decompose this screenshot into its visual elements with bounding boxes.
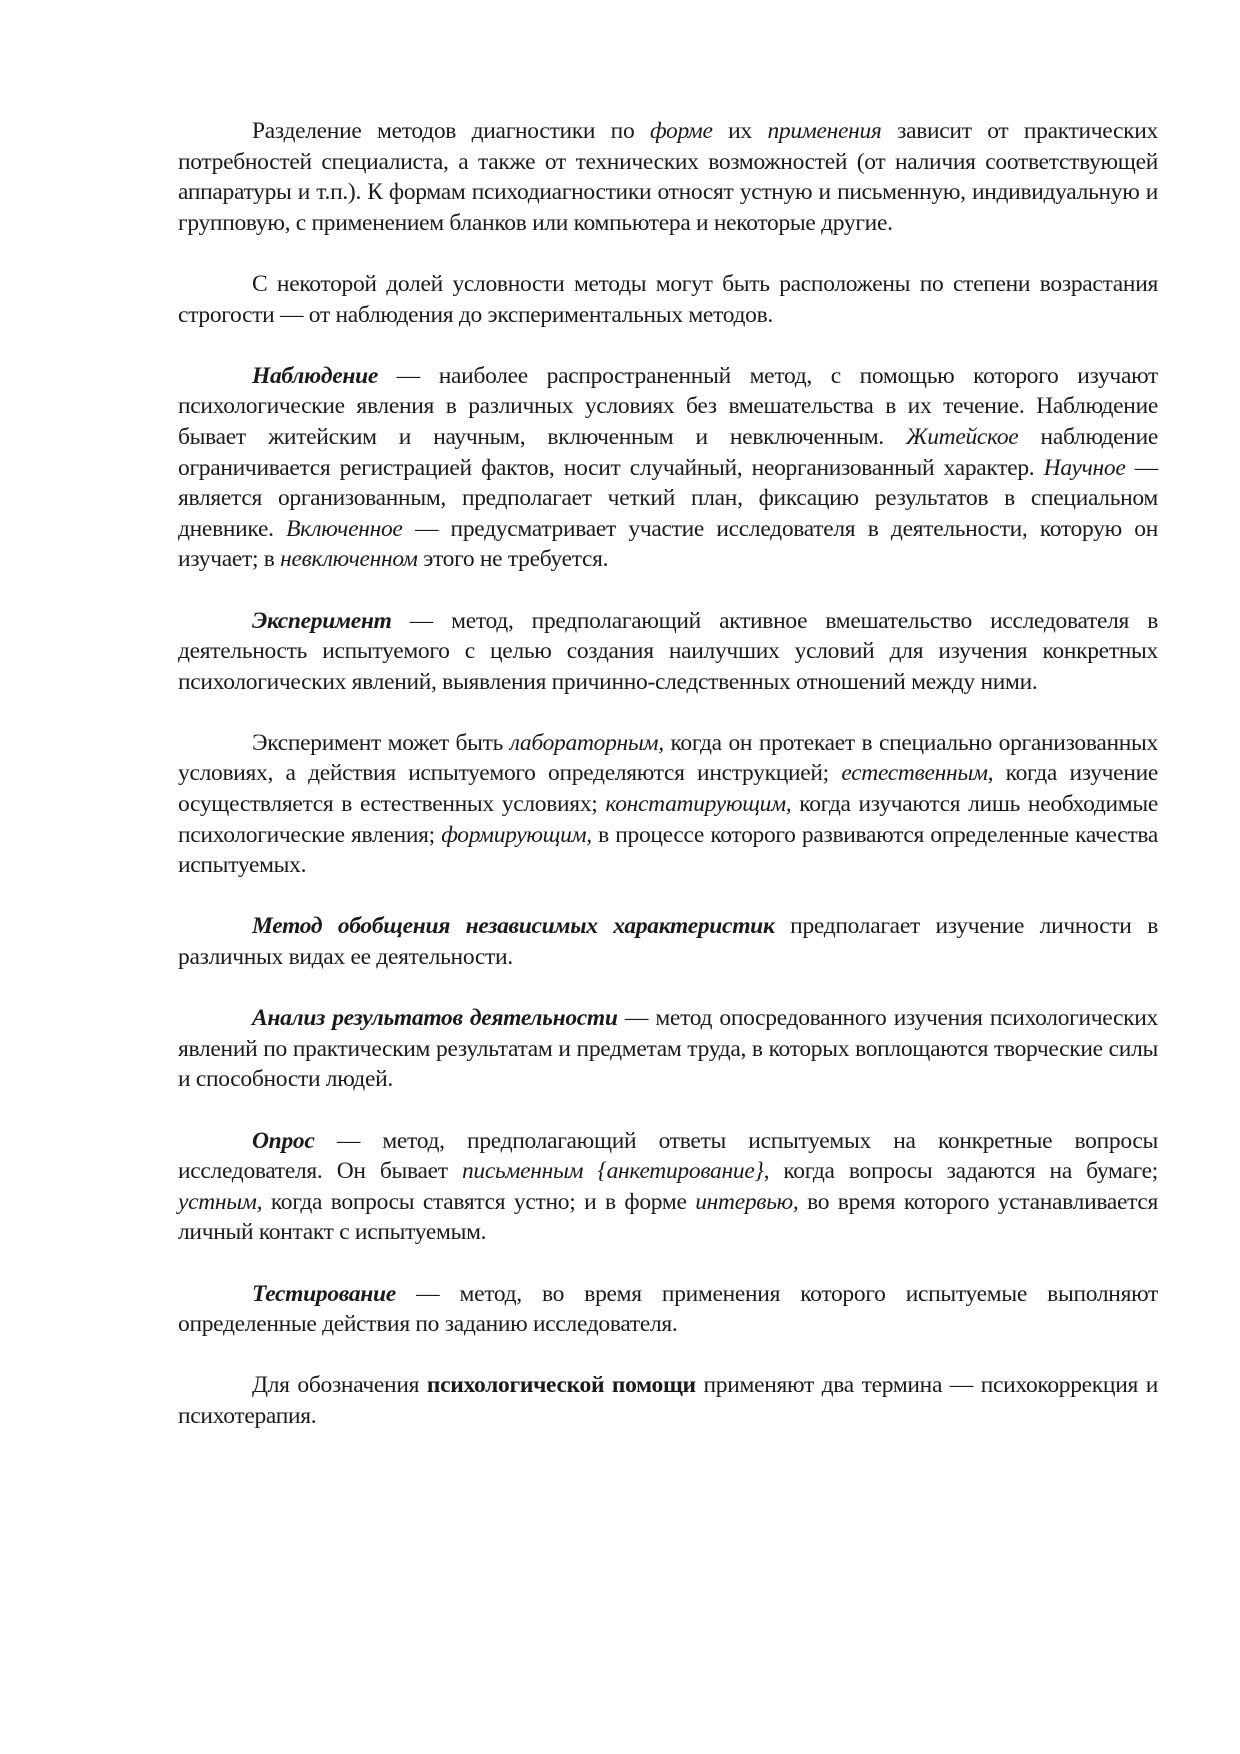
term-psych-help: психологической помощи	[426, 1372, 696, 1399]
paragraph-forms: Разделение методов диагностики по форме их применения зависит от практических потребностей специалиста, а также от технических возможностей (от наличия соответствующей аппаратуры и т.п.). К формам психодиагностики относят устную и письменную, индивидуальную и групповую, с применением бланков или компьютера и некоторые другие.	[178, 118, 1158, 236]
paragraph-observation: Наблюдение — наиболее распространенный метод, с помощью которого изучают психологические явления в различных условиях без вмешательства в их течение. Наблюдение бывает житейским и научным, включенным и невключенным. Житейское наблюдение ограничивается регистрацией фактов, носит случайный, неорганизованный характер. Научное — является организованным, предполагает четкий план, фиксацию результатов в специальном дневнике. Включенное — предусматривает участие исследователя в деятельности, которую он изучает; в невключенном этого не требуется.	[178, 362, 1158, 573]
paragraph-strictness: С некоторой долей условности методы могут быть расположены по степени возрастания строгости — от наблюдения до экспериментальных методов.	[178, 270, 1158, 328]
paragraph-survey: Опрос — метод, предполагающий ответы испытуемых на конкретные вопросы исследователя. Он бывает письменным {анкетирование}, когда вопросы задаются на бумаге; устным, когда вопросы ставятся устно; и в форме интервью, во время которого устанавливается личный контакт с испытуемым.	[178, 1127, 1159, 1246]
paragraph-generalization: Метод обобщения независимых характеристик предполагает изучение личности в различных видах ее деятельности.	[178, 913, 1158, 971]
paragraph-activity-analysis: Анализ результатов деятельности — метод опосредованного изучения психологических явлений по практическим результатам и предметам труда, в которых воплощаются творческие силы и способности людей.	[178, 1005, 1158, 1093]
document-page	[178, 116, 1158, 1462]
term-activity-analysis: Анализ результатов деятельности	[252, 1005, 618, 1032]
paragraph-testing: Тестирование — метод, во время применения которого испытуемые выполняют определенные действия по заданию исследователя.	[178, 1280, 1158, 1338]
term-generalization: Метод обобщения независимых характеристик	[252, 913, 775, 940]
term-experiment: Эксперимент	[252, 607, 392, 634]
paragraph-experiment: Эксперимент — метод, предполагающий активное вмешательство исследователя в деятельность испытуемого с целью создания наилучших условий для изучения конкретных психологических явлений, выявления причинно-следственных отношений между ними.	[178, 607, 1158, 695]
term-survey: Опрос	[252, 1127, 315, 1154]
paragraph-psych-help: Для обозначения психологической помощи применяют два термина — психокоррекция и психотерапия.	[178, 1372, 1158, 1429]
term-testing: Тестирование	[252, 1280, 396, 1307]
term-observation: Наблюдение	[252, 362, 379, 389]
paragraph-experiment-types: Эксперимент может быть лабораторным, когда он протекает в специально организованных условиях, а действия испытуемого определяются инструкцией; естественным, когда изучение осуществляется в естественных условиях; констатирующим, когда изучаются лишь необходимые психологические явления; формирующим, в процессе которого развиваются определенные качества испытуемых.	[178, 729, 1159, 879]
